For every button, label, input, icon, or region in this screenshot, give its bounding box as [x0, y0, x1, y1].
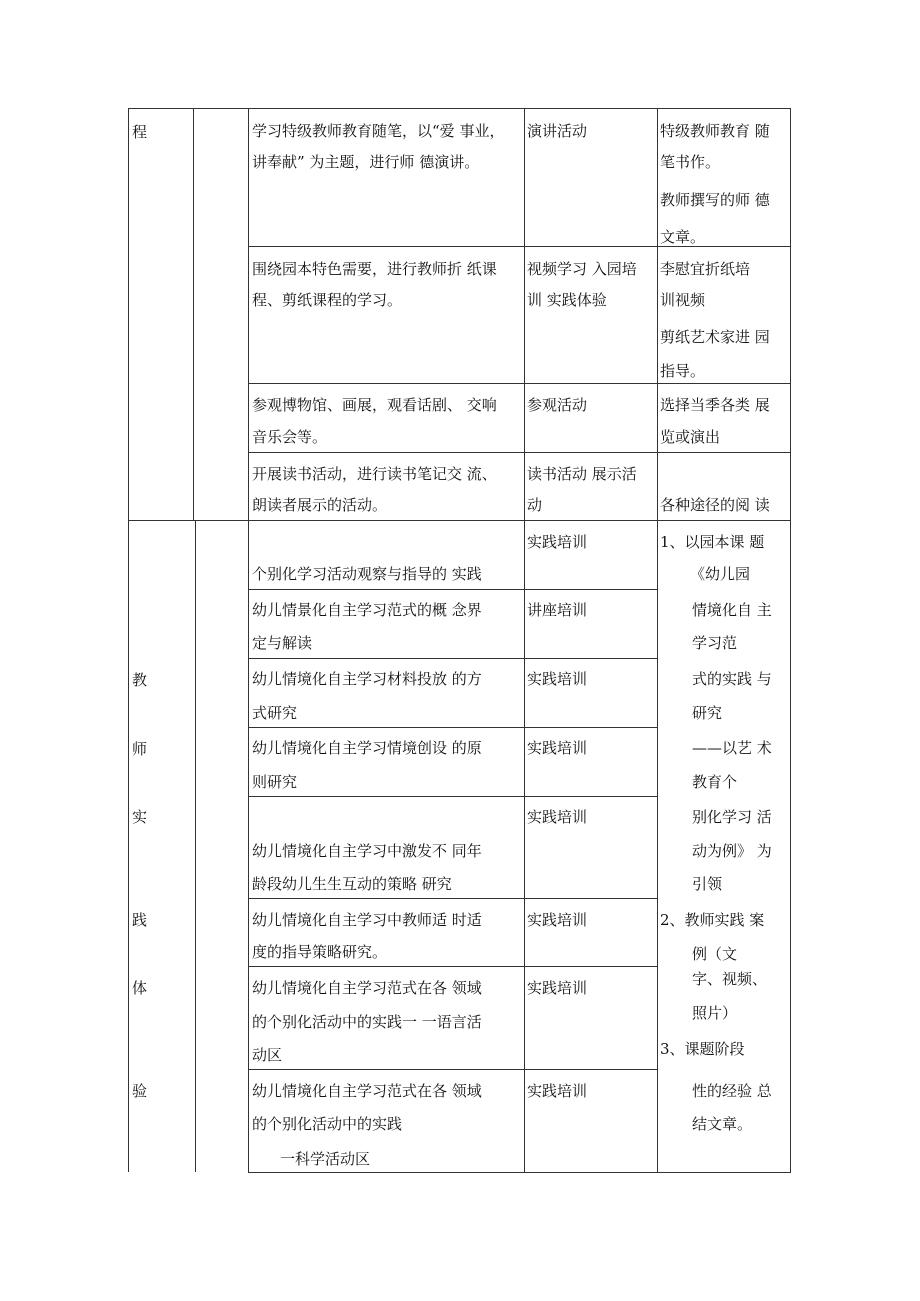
- method-cell: 实践培训: [527, 808, 588, 826]
- content-cell-line: 式研究: [252, 704, 298, 722]
- resource-cell-line: 剪纸艺术家进 园: [660, 328, 770, 346]
- method-cell-line: 动: [527, 496, 543, 514]
- method-cell-line: 读书活动 展示活: [527, 465, 637, 483]
- resource-cell-line: 动为例》 为: [692, 842, 772, 860]
- resource-cell-line: 3、课题阶段: [660, 1040, 745, 1058]
- content-cell-line: 一科学活动区: [280, 1150, 371, 1168]
- content-cell-line: 幼儿情境化自主学习中教师适 时适: [252, 911, 482, 929]
- resource-cell-line: 式的实践 与: [692, 670, 772, 688]
- content-cell-line: 动区: [252, 1046, 283, 1064]
- content-cell-line: 的个别化活动中的实践一 一语言活: [252, 1013, 482, 1031]
- resource-cell-line: 研究: [692, 704, 723, 722]
- content-cell-line: 幼儿情境化自主学习中激发不 同年: [252, 842, 482, 860]
- resource-cell-line: 别化学习 活: [692, 808, 772, 826]
- row-divider: [248, 383, 791, 384]
- row-divider: [248, 658, 657, 659]
- content-cell-line: 开展读书活动，进行读书笔记交 流、: [252, 465, 497, 483]
- col-border: [524, 108, 525, 1172]
- row-divider: [248, 589, 657, 590]
- resource-cell-line: 选择当季各类 展: [660, 396, 770, 414]
- content-cell-line: 讲奉献” 为主题，进行师 德演讲。: [252, 153, 480, 171]
- row-divider: [248, 727, 657, 728]
- method-cell-line: 演讲活动: [527, 122, 588, 140]
- col-border: [790, 108, 791, 1172]
- content-cell-line: 幼儿情境化自主学习范式在各 领域: [252, 979, 482, 997]
- resource-cell-line: 文章。: [660, 228, 706, 246]
- resource-cell-line: 各种途径的阅 读: [660, 496, 770, 514]
- section-label-char: 教: [132, 671, 148, 689]
- resource-cell-line: 2、教师实践 案: [660, 911, 765, 929]
- resource-cell-line: 训视频: [660, 291, 706, 309]
- content-cell-line: 则研究: [252, 773, 298, 791]
- resource-cell-line: 例（文: [692, 945, 738, 963]
- method-cell: 实践培训: [527, 670, 588, 688]
- resource-cell-line: 学习范: [692, 634, 738, 652]
- content-cell-line: 度的指导策略研究。: [252, 943, 388, 961]
- row-divider: [248, 452, 791, 453]
- section-label-char: 实: [132, 808, 148, 826]
- section-label-char: 践: [132, 911, 148, 929]
- row-divider: [248, 246, 791, 247]
- method-cell: 讲座培训: [527, 601, 588, 619]
- method-cell: 实践培训: [527, 911, 588, 929]
- section-label-char: 体: [132, 979, 148, 997]
- content-cell-line: 学习特级教师教育随笔，以“爱 事业，: [252, 122, 505, 140]
- method-cell: 实践培训: [527, 739, 588, 757]
- content-cell-line: 幼儿情境化自主学习情境创设 的原: [252, 739, 482, 757]
- resource-cell-line: 字、视频、: [692, 970, 768, 988]
- row-divider: [248, 796, 657, 797]
- resource-cell-line: 教师撰写的师 德: [660, 191, 770, 209]
- method-cell-line: 训 实践体验: [527, 291, 607, 309]
- col-border: [657, 108, 658, 1172]
- resource-cell-line: 指导。: [660, 362, 706, 380]
- table-bottom-border: [248, 1172, 791, 1173]
- content-cell-line: 个别化学习活动观察与指导的 实践: [252, 565, 482, 583]
- content-cell-line: 围绕园本特色需要，进行教师折 纸课: [252, 260, 497, 278]
- col-border: [128, 108, 129, 1172]
- resource-cell-line: 笔书作。: [660, 153, 721, 171]
- col-border: [195, 520, 196, 1172]
- resource-cell-line: 1、以园本课 题: [660, 533, 765, 551]
- row-divider: [248, 966, 657, 967]
- content-cell-line: 幼儿情境化自主学习材料投放 的方: [252, 670, 482, 688]
- resource-cell-line: ——以艺 术: [692, 739, 772, 757]
- resource-cell-line: 李慰宜折纸培: [660, 260, 751, 278]
- resource-cell-line: 引领: [692, 875, 723, 893]
- col-border: [193, 108, 194, 520]
- resource-cell-line: 览或演出: [660, 428, 721, 446]
- method-cell: 实践培训: [527, 533, 588, 551]
- resource-cell-line: 《幼儿园: [690, 565, 751, 583]
- resource-cell-line: 照片）: [692, 1004, 738, 1022]
- section-label-char: 师: [132, 740, 148, 758]
- method-cell: 实践培训: [527, 1082, 588, 1100]
- section-label: 程: [132, 123, 148, 141]
- content-cell-line: 幼儿情境化自主学习范式在各 领域: [252, 1082, 482, 1100]
- content-cell-line: 程、剪纸课程的学习。: [252, 291, 403, 309]
- resource-cell-line: 特级教师教育 随: [660, 122, 770, 140]
- table-top-border: [128, 108, 791, 109]
- section-label-char: 验: [132, 1082, 148, 1100]
- col-border: [248, 108, 249, 1172]
- method-cell-line: 视频学习 入园培: [527, 260, 637, 278]
- row-divider: [248, 1069, 657, 1070]
- content-cell-line: 龄段幼儿生生互动的策略 研究: [252, 875, 452, 893]
- resource-cell-line: 性的经验 总: [692, 1082, 772, 1100]
- content-cell-line: 参观博物馆、画展，观看话剧、 交响: [252, 396, 497, 414]
- content-cell-line: 幼儿情景化自主学习范式的概 念界: [252, 601, 482, 619]
- method-cell: 实践培训: [527, 979, 588, 997]
- content-cell-line: 朗读者展示的活动。: [252, 496, 388, 514]
- resource-cell-line: 结文章。: [692, 1115, 753, 1133]
- method-cell-line: 参观活动: [527, 396, 588, 414]
- section-divider: [128, 520, 791, 521]
- content-cell-line: 音乐会等。: [252, 428, 328, 446]
- resource-cell-line: 情境化自 主: [692, 601, 772, 619]
- resource-cell-line: 教育个: [692, 773, 738, 791]
- content-cell-line: 定与解读: [252, 634, 313, 652]
- content-cell-line: 的个别化活动中的实践: [252, 1115, 403, 1133]
- row-divider: [248, 898, 657, 899]
